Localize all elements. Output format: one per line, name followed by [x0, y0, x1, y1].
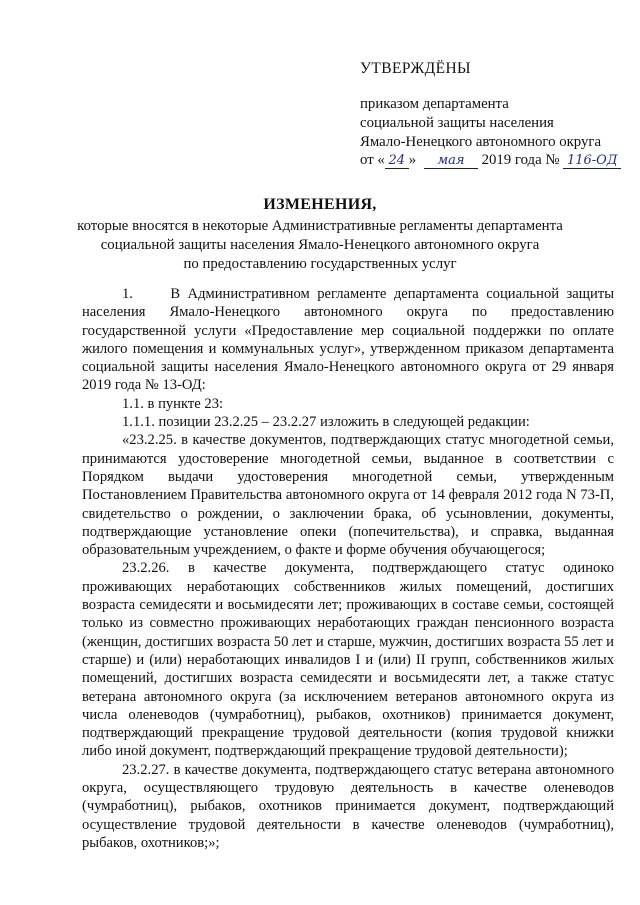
- approval-line-3: Ямало-Ненецкого автономного округа: [360, 134, 602, 150]
- date-mid: »: [408, 152, 417, 168]
- date-prefix: от «: [360, 152, 385, 168]
- date-day-handwritten: 24: [385, 154, 409, 169]
- paragraph-23-2-26: 23.2.26. в качестве документа, подтверждающего статус одиноко проживающих неработающих собственников жилых помещений, достигших возраста семидесяти и восьмидесяти лет; проживающих в составе семьи, состоящей только из совместно проживающих неработающих граждан пенсионного возраста (женщин, достигших возраста 50 лет и старше, мужчин, достигших возраста 55 лет и старше) и (или) неработающих инвалидов I и (или) II групп, собственников жилых помещений, достигших возраста семидесяти и восьмидесяти лет, а также статус ветерана автономного округа (за исключением ветеранов автономного округа из числа оленеводов (чумработниц), рыбаков, охотников) принимается документ, подтверждающий прекращение трудовой деятельности (копия трудовой книжки либо иной документ, подтверждающий прекращение трудовой деятельности);: [82, 560, 614, 760]
- document-title: ИЗМЕНЕНИЯ,: [263, 196, 377, 213]
- document-body: [82, 285, 614, 852]
- paragraph-23-2-27: 23.2.27. в качестве документа, подтверждающего статус ветерана автономного округа, осуществляющего трудовую деятельность в качестве оленеводов (чумработниц), рыбаков, охотников принимается документ, подтверждающий осуществление трудовой деятельности в качестве оленеводов (чумработниц), рыбаков, охотников;»;: [82, 761, 614, 851]
- approval-line-2: социальной защиты населения: [360, 115, 554, 131]
- paragraph-23-2-25: «23.2.25. в качестве документов, подтверждающих статус многодетной семьи, принимаются удостоверение многодетной семьи, выданное в соответствии с Порядком выдачи удостоверения многодетной семьи, утвержденным Постановлением Правительства автономного округа от 14 февраля 2012 года N 73-П, свидетельство о рождении, о заключении брака, об усыновлении, документы, подтверждающие установление опеки (попечительства), и справка, выданная образовательным учреждением, о факте и форме обучения обучающегося;: [82, 432, 614, 559]
- approval-block: [0, 0, 640, 170]
- paragraph-1-1-1: 1.1.1. позиции 23.2.25 – 23.2.27 изложить в следующей редакции:: [122, 414, 530, 431]
- order-number-handwritten: 116-ОД: [563, 154, 621, 169]
- paragraph-1: 1. В Административном регламенте департамента социальной защиты населения Ямало-Ненецкого автономного округа по предоставлению государственной услуги «Предоставление мер социальной поддержки по оплате жилого помещения и коммунальных услуг», утвержденном приказом департамента социальной защиты населения Ямало-Ненецкого автономного округа от 29 января 2019 года № 13-ОД:: [82, 286, 614, 394]
- approval-title: УТВЕРЖДЁНЫ: [360, 60, 471, 77]
- date-month-handwritten: мая: [424, 154, 478, 169]
- date-year: 2019 года №: [481, 152, 560, 168]
- document-subtitle-line-2: социальной защиты населения Ямало-Ненецкого автономного округа: [100, 237, 540, 253]
- paragraph-1-1: 1.1. в пункте 23:: [122, 395, 224, 412]
- approval-date: [360, 152, 621, 169]
- document-subtitle-line-3: по предоставлению государственных услуг: [183, 256, 457, 272]
- document-subtitle-line-1: которые вносятся в некоторые Административные регламенты департамента: [77, 218, 563, 234]
- approval-line-1: приказом департамента: [360, 96, 509, 112]
